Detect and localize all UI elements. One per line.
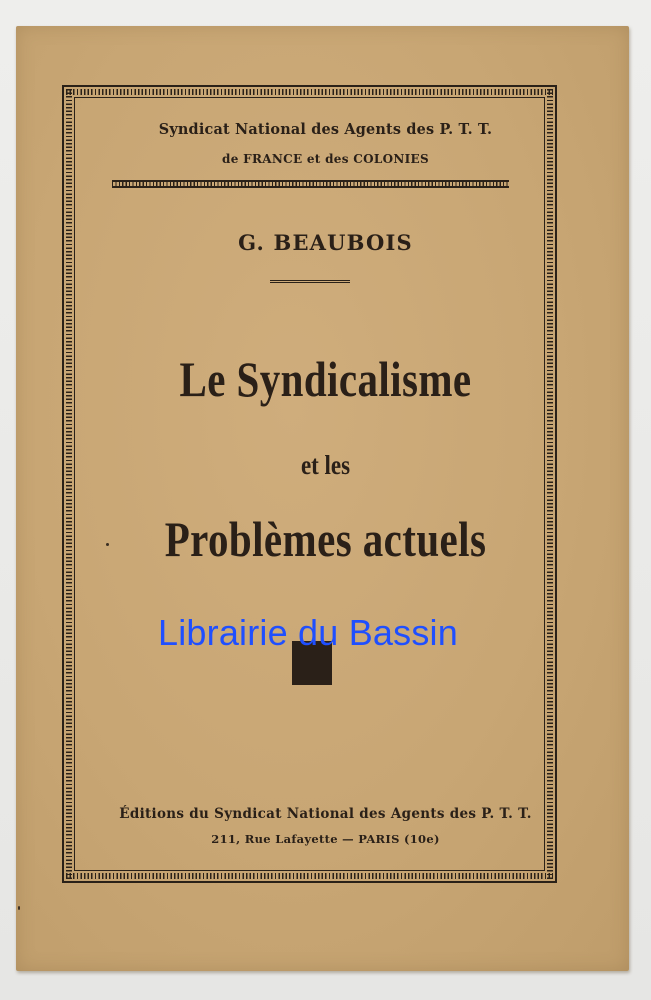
organization-subtitle: de FRANCE et des COLONIES (222, 152, 429, 166)
header-divider (112, 180, 509, 188)
title-line-2: et les (300, 450, 351, 480)
publisher-address: 211, Rue Lafayette — PARIS (10e) (211, 832, 440, 846)
organization-name: Syndicat National des Agents des P. T. T. (158, 120, 493, 138)
author-name: G. BEAUBOIS (238, 230, 413, 255)
paper-speck (18, 906, 20, 910)
ornamental-border (62, 85, 557, 883)
publisher-name: Éditions du Syndicat National des Agents des P. T. T. (119, 806, 532, 822)
author-divider (270, 280, 350, 283)
watermark-text: Librairie du Bassin (158, 612, 458, 653)
inner-border-line (74, 97, 545, 871)
title-line-1: Le Syndicalisme (179, 351, 472, 407)
title-line-3: Problèmes actuels (164, 511, 487, 567)
